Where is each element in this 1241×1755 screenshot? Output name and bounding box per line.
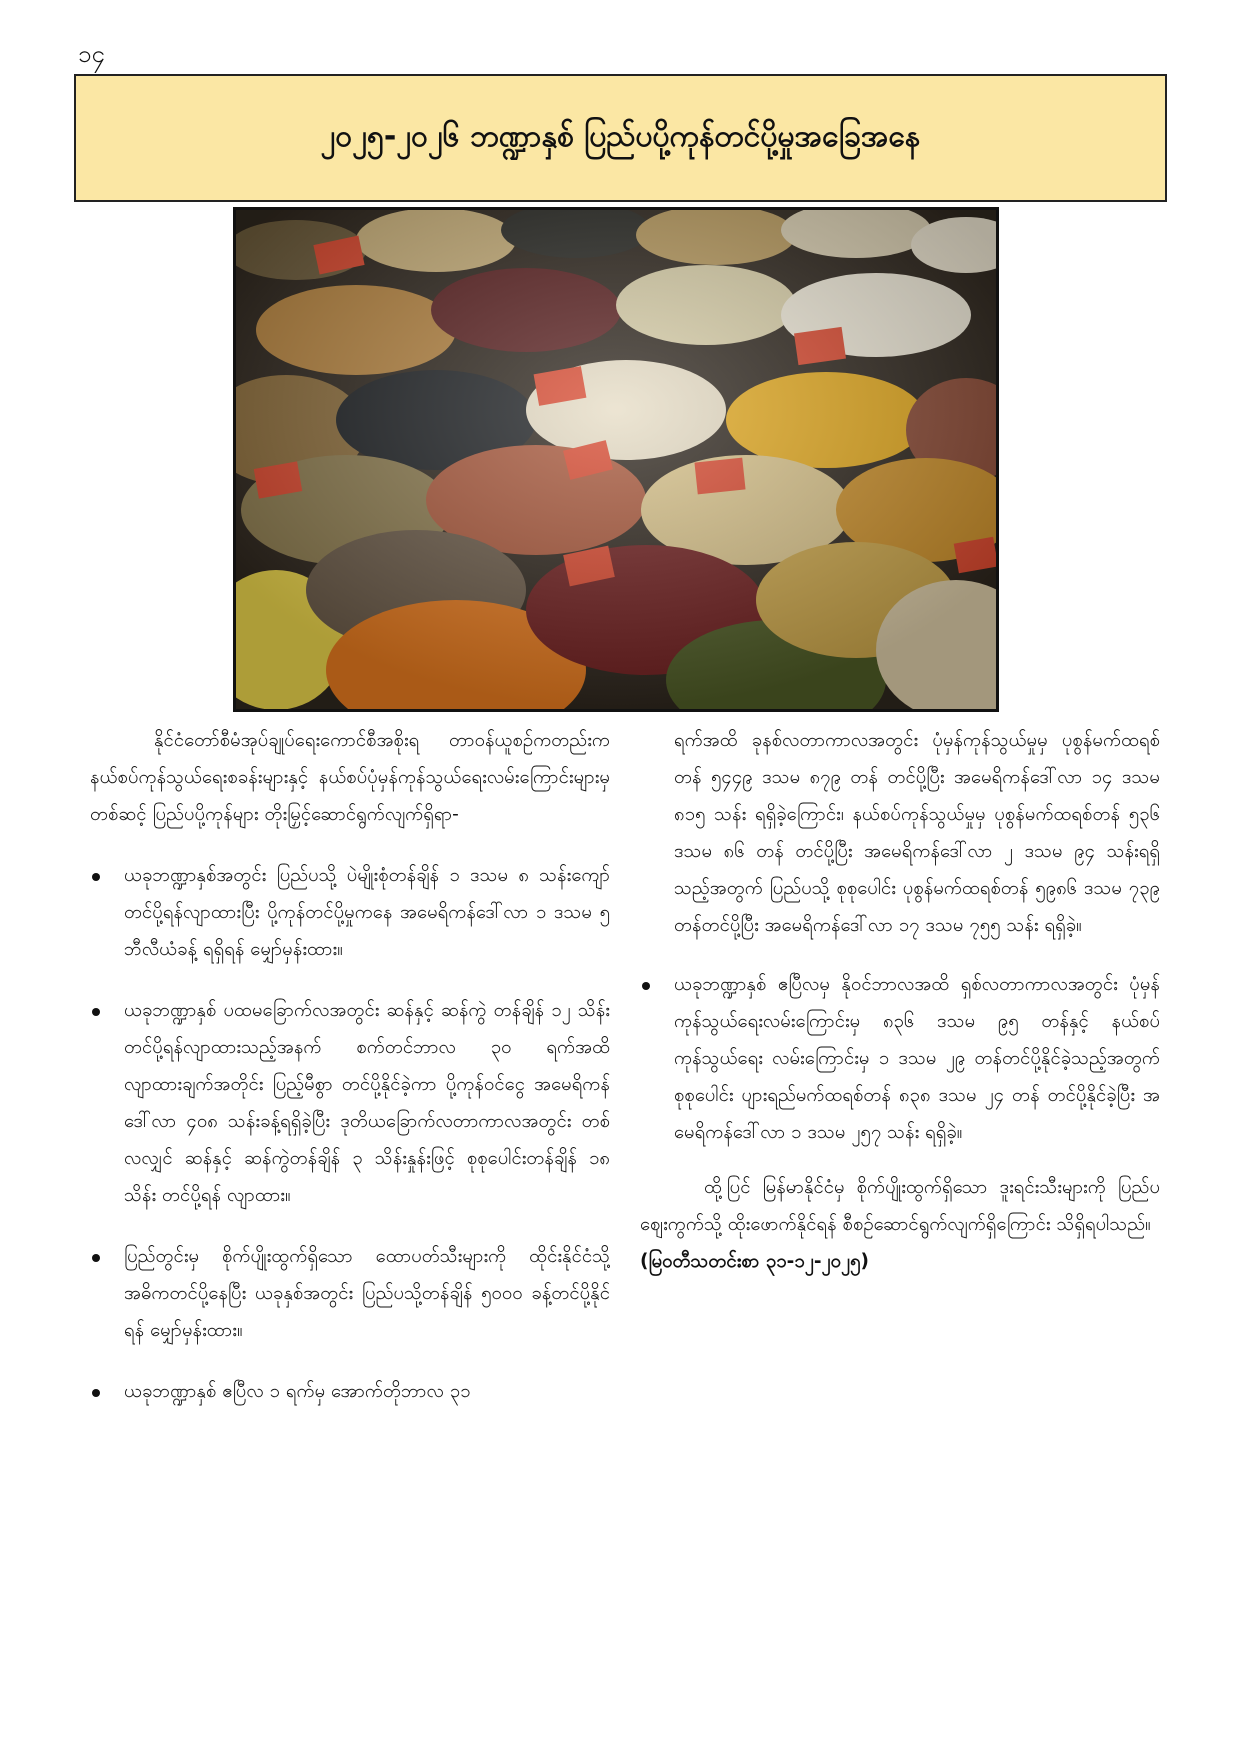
closing-paragraph: ထို့ပြင် မြန်မာနိုင်ငံမှ စိုက်ပျိုးထွက်ရှိသော ဒူးရင်းသီးများကို ပြည်ပဈေးကွက်သို့ ထိုးဖောက်နိုင်ရန် စီစဉ်ဆောင်ရွက်လျက်ရှိကြောင်း သိရှိရပါသည်။	[640, 1177, 1160, 1235]
left-column	[90, 722, 610, 1410]
list-item: ယခုဘဏ္ဍာနှစ်အတွင်း ပြည်ပသို့ ပဲမျိုးစုံတန်ချိန် ၁ ဒသမ ၈ သန်းကျော် တင်ပို့ရန်လျာထားပြီး ပို့ကုန်တင်ပို့မှုကနေ အမေရိကန်ဒေါ်လာ ၁ ဒသမ ၅ ဘီလီယံခန့် ရရှိရန် မျှော်မှန်းထား။	[90, 857, 610, 968]
page-number: ၁၄	[78, 40, 105, 68]
list-item: ယခုဘဏ္ဍာနှစ် ဧပြီလ ၁ ရက်မှ အောက်တိုဘာလ ၃၁	[90, 1373, 610, 1410]
list-item: ယခုဘဏ္ဍာနှစ် ပထမခြောက်လအတွင်း ဆန်နှင့် ဆန်ကွဲ တန်ချိန် ၁၂ သိန်း တင်ပို့ရန်လျာထားသည့်အနက် စက်တင်ဘာလ ၃၀ ရက်အထိ လျာထားချက်အတိုင်း ပြည့်မီစွာ တင်ပို့နိုင်ခဲ့ကာ ပို့ကုန်ဝင်ငွေ အမေရိကန်ဒေါ်လာ ၄၀၈ သန်းခန့်ရရှိခဲ့ပြီး ဒုတိယခြောက်လတာကာလအတွင်း တစ်လလျှင် ဆန်နှင့် ဆန်ကွဲတန်ချိန် ၃ သိန်းနှုန်းဖြင့် စုစုပေါင်းတန်ချိန် ၁၈ သိန်း တင်ပို့ရန် လျာထား။	[90, 992, 610, 1214]
source-citation: (မြဝတီသတင်းစာ ၃၁-၁၂-၂၀၂၅)	[640, 1251, 869, 1272]
title-banner	[74, 74, 1167, 202]
right-column	[640, 722, 1160, 1280]
grain-market-photo	[233, 207, 999, 712]
left-bullet-list	[90, 857, 610, 1410]
list-item: ယခုဘဏ္ဍာနှစ် ဧပြီလမှ နိုဝင်ဘာလအထိ ရှစ်လတာကာလအတွင်း ပုံမှန်ကုန်သွယ်ရေးလမ်းကြောင်းမှ ၈၃၆ ဒသမ ၉၅ တန်နှင့် နယ်စပ်ကုန်သွယ်ရေး လမ်းကြောင်းမှ ၁ ဒသမ ၂၉ တန်တင်ပို့နိုင်ခဲ့သည့်အတွက် စုစုပေါင်း ပျားရည်မက်ထရစ်တန် ၈၃၈ ဒသမ ၂၄ တန် တင်ပို့နိုင်ခဲ့ပြီး အမေရိကန်ဒေါ်လာ ၁ ဒသမ ၂၅၇ သန်း ရရှိခဲ့။	[640, 966, 1160, 1151]
list-item: ပြည်တွင်းမှ စိုက်ပျိုးထွက်ရှိသော ထောပတ်သီးများကို ထိုင်းနိုင်ငံသို့ အဓိကတင်ပို့နေပြီး ယခုနှစ်အတွင်း ပြည်ပသို့တန်ချိန် ၅၀၀၀ ခန့်တင်ပို့နိုင်ရန် မျှော်မှန်းထား။	[90, 1238, 610, 1349]
right-bullet-list	[640, 966, 1160, 1151]
grain-sacks-illustration	[236, 210, 996, 709]
intro-paragraph: နိုင်ငံတော်စီမံအုပ်ချုပ်ရေးကောင်စီအစိုးရ တာဝန်ယူစဉ်ကတည်းက နယ်စပ်ကုန်သွယ်ရေးစခန်းများနှင့် နယ်စပ်ပုံမှန်ကုန်သွယ်ရေးလမ်းကြောင်းများမှတစ်ဆင့် ပြည်ပပို့ကုန်များ တိုးမြှင့်ဆောင်ရွက်လျက်ရှိရာ-	[90, 730, 610, 825]
page-title: ၂၀၂၅-၂၀၂၆ ဘဏ္ဍာနှစ် ပြည်ပပို့ကုန်တင်ပို့မှုအခြေအနေ	[320, 118, 921, 154]
continuation-paragraph: ရက်အထိ ခုနစ်လတာကာလအတွင်း ပုံမှန်ကုန်သွယ်မှုမှ ပုစွန်မက်ထရစ်တန် ၅၄၄၉ ဒသမ ၈၇၉ တန် တင်ပို့ပြီး အမေရိကန်ဒေါ်လာ ၁၄ ဒသမ ၈၁၅ သန်း ရရှိခဲ့ကြောင်း၊ နယ်စပ်ကုန်သွယ်မှုမှ ပုစွန်မက်ထရစ်တန် ၅၃၆ ဒသမ ၈၆ တန် တင်ပို့ပြီး အမေရိကန်ဒေါ်လာ ၂ ဒသမ ၉၄ သန်းရရှိသည့်အတွက် ပြည်ပသို့ စုစုပေါင်း ပုစွန်မက်ထရစ်တန် ၅၉၈၆ ဒသမ ၇၃၉ တန်တင်ပို့ပြီး အမေရိကန်ဒေါ်လာ ၁၇ ဒသမ ၇၅၅ သန်း ရရှိခဲ့။	[674, 730, 1160, 936]
